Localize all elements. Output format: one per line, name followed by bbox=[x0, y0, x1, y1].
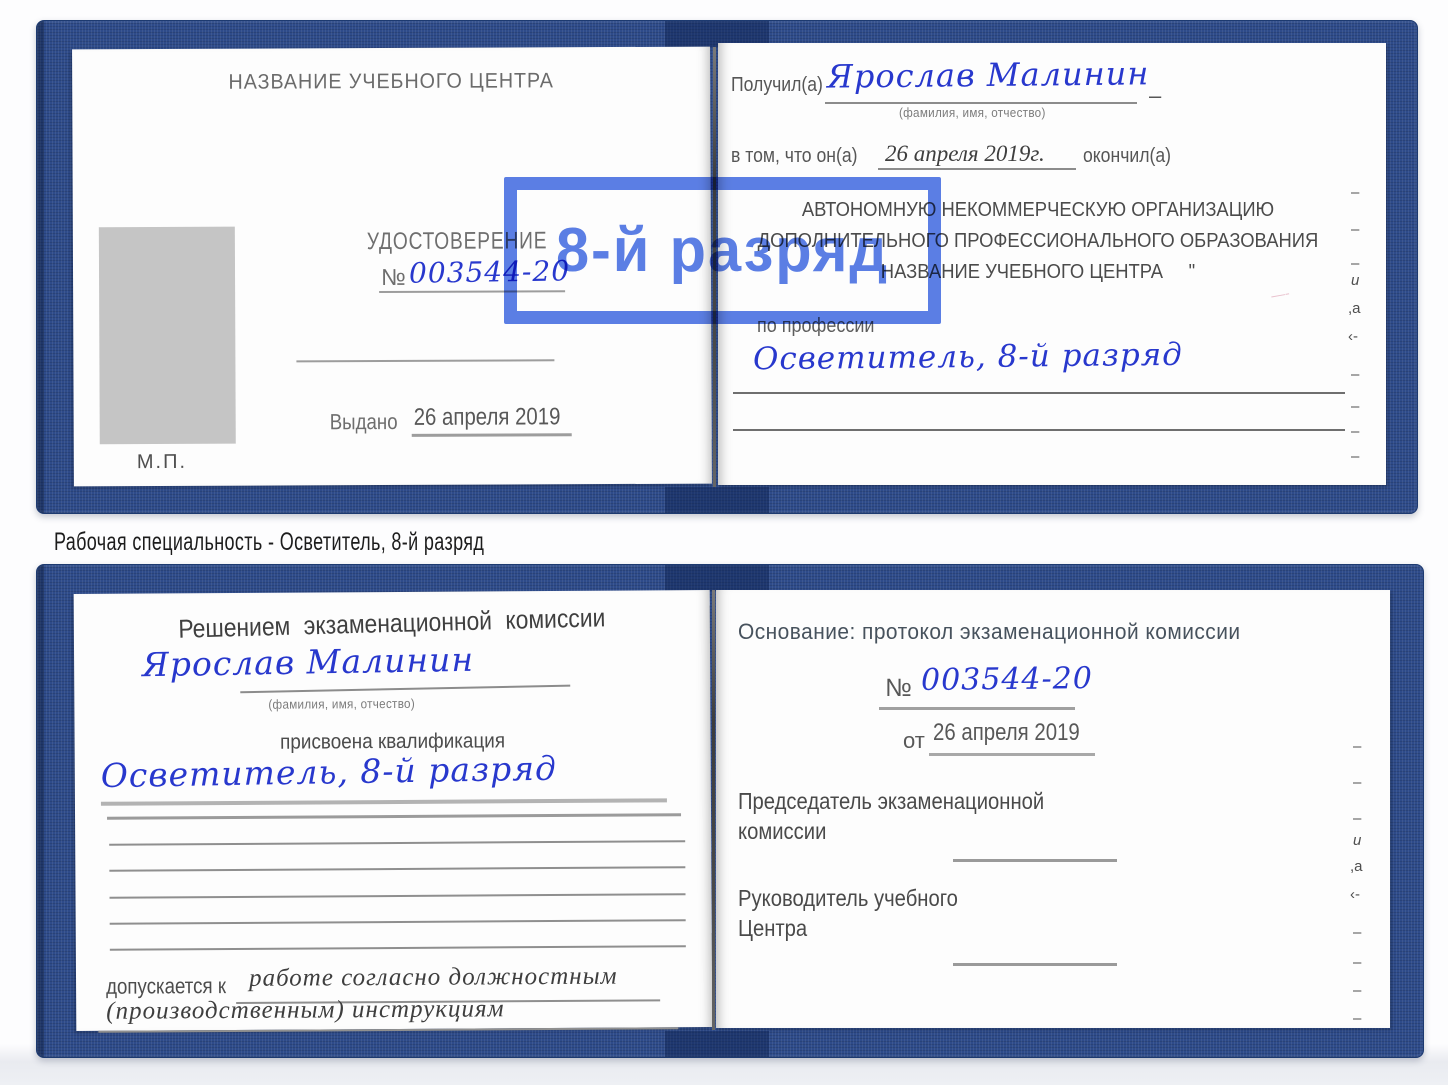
edge-glyph: – bbox=[1351, 423, 1360, 440]
edge-glyph: – bbox=[1353, 774, 1362, 791]
finish-date-underline bbox=[878, 168, 1076, 170]
certificate-number-handwritten: 003544-20 bbox=[408, 254, 571, 290]
edge-glyph: – bbox=[1353, 924, 1362, 941]
head-label-line2: Центра bbox=[738, 915, 808, 941]
edge-glyph: – bbox=[1353, 1010, 1362, 1027]
organization-name-block: АВТОНОМНУЮ НЕКОММЕРЧЕСКУЮ ОРГАНИЗАЦИЮ ДОПОЛНИТЕЛЬНОГО ПРОФЕССИОНАЛЬНОГО ОБРАЗОВАНИЯ НАЗВАНИЕ УЧЕБНОГО ЦЕНТРА " bbox=[757, 199, 1319, 283]
recipient-name-handwritten: Ярослав Малинин bbox=[826, 54, 1150, 96]
blank-line bbox=[733, 392, 1345, 394]
admitted-value-line1: работе согласно должностным bbox=[248, 962, 618, 992]
finish-date-italic: 26 апреля 2019г. bbox=[885, 141, 1045, 166]
caption-text: Рабочая специальность - Осветитель, 8-й разряд bbox=[54, 528, 485, 556]
edge-glyph: – bbox=[1353, 738, 1362, 755]
certificate-inside-spread bbox=[36, 564, 1424, 1058]
protocol-date: 26 апреля 2019 bbox=[933, 719, 1080, 746]
edge-glyph: – bbox=[1353, 954, 1362, 971]
chairman-label-line2: комиссии bbox=[738, 818, 827, 844]
basis-label: Основание: протокол экзаменационной комиссии bbox=[738, 619, 1241, 644]
edge-glyph: – bbox=[1351, 448, 1360, 465]
name-hint: (фамилия, имя, отчество) bbox=[899, 105, 1046, 120]
edge-glyph: ‹- bbox=[1350, 886, 1360, 903]
edge-glyph: – bbox=[1353, 810, 1362, 827]
name-underline bbox=[825, 102, 1137, 104]
seal-placeholder-label: М.П. bbox=[136, 450, 188, 474]
qualification-underline bbox=[101, 798, 667, 805]
number-sign: № bbox=[380, 263, 406, 291]
edge-glyph: – bbox=[1351, 398, 1360, 415]
recipient-name-handwritten: Ярослав Малинин bbox=[141, 639, 475, 685]
binding-fold bbox=[712, 590, 715, 1030]
grade-stamp-text: 8-й разряд bbox=[555, 216, 890, 285]
binding-tab-top bbox=[665, 565, 769, 591]
photo-placeholder bbox=[99, 227, 236, 445]
edge-glyph: ,а bbox=[1348, 300, 1361, 317]
admitted-to-label: допускается к bbox=[105, 973, 227, 999]
edge-glyph: ‹- bbox=[1348, 328, 1358, 345]
blank-line bbox=[109, 866, 685, 872]
blank-line bbox=[110, 945, 686, 951]
commission-decision-header: Решением экзаменационной комиссии bbox=[177, 602, 606, 644]
name-hint: (фамилия, имя, отчество) bbox=[268, 695, 416, 712]
qualification-value-handwritten: Осветитель, 8-й разряд bbox=[100, 748, 558, 796]
inside-right-page bbox=[716, 590, 1390, 1028]
edge-glyph: ,а bbox=[1350, 858, 1363, 875]
issued-date: 26 апреля 2019 bbox=[413, 403, 561, 431]
head-label-line1: Руководитель учебного bbox=[738, 885, 958, 911]
protocol-date-underline bbox=[929, 753, 1095, 756]
dash-mark: – bbox=[1149, 83, 1162, 108]
edge-glyph: и bbox=[1353, 832, 1362, 849]
profession-label: по профессии bbox=[757, 315, 875, 337]
inside-left-page bbox=[74, 590, 713, 1031]
blank-line bbox=[296, 359, 554, 362]
profession-value-handwritten: Осветитель, 8-й разряд bbox=[752, 336, 1184, 378]
pink-scan-artifact: ―‐ bbox=[1269, 284, 1291, 304]
blank-line bbox=[110, 919, 686, 925]
number-sign: № bbox=[885, 674, 912, 702]
binding-tab-bottom bbox=[665, 487, 769, 513]
qualification-assigned-label: присвоена квалификация bbox=[280, 729, 506, 754]
finished-label: окончил(а) bbox=[1083, 145, 1171, 167]
blank-line bbox=[109, 840, 685, 846]
edge-glyph: – bbox=[1351, 255, 1360, 272]
edge-glyph: – bbox=[1351, 184, 1360, 201]
edge-glyph: – bbox=[1351, 366, 1360, 383]
from-label: от bbox=[903, 728, 925, 753]
blank-line bbox=[733, 429, 1345, 431]
edge-glyph: – bbox=[1353, 982, 1362, 999]
document-title: УДОСТОВЕРЕНИЕ bbox=[366, 227, 548, 256]
chairman-signature-line bbox=[953, 859, 1117, 862]
blank-line bbox=[107, 813, 681, 820]
chairman-label-line1: Председатель экзаменационной bbox=[738, 788, 1045, 814]
name-underline bbox=[240, 685, 570, 694]
head-signature-line bbox=[953, 963, 1117, 966]
issued-date-underline bbox=[412, 433, 572, 437]
protocol-number-underline bbox=[879, 707, 1075, 710]
binding-tab-bottom bbox=[665, 1031, 769, 1057]
protocol-number-handwritten: 003544-20 bbox=[920, 661, 1094, 698]
admitted-underline-2 bbox=[98, 1027, 678, 1033]
grade-stamp bbox=[504, 177, 941, 324]
training-center-name: НАЗВАНИЕ УЧЕБНОГО ЦЕНТРА bbox=[228, 69, 554, 94]
edge-glyph: – bbox=[1351, 221, 1360, 238]
issued-label: Выдано bbox=[329, 408, 398, 435]
edge-glyph: и bbox=[1351, 272, 1360, 289]
certificate-front-spread bbox=[36, 20, 1418, 514]
blank-line bbox=[110, 893, 686, 899]
admitted-value-line2: (производственным) инструкциям bbox=[106, 995, 505, 1025]
received-label: Получил(а) bbox=[731, 74, 823, 96]
that-he-label: в том, что он(а) bbox=[731, 145, 858, 167]
